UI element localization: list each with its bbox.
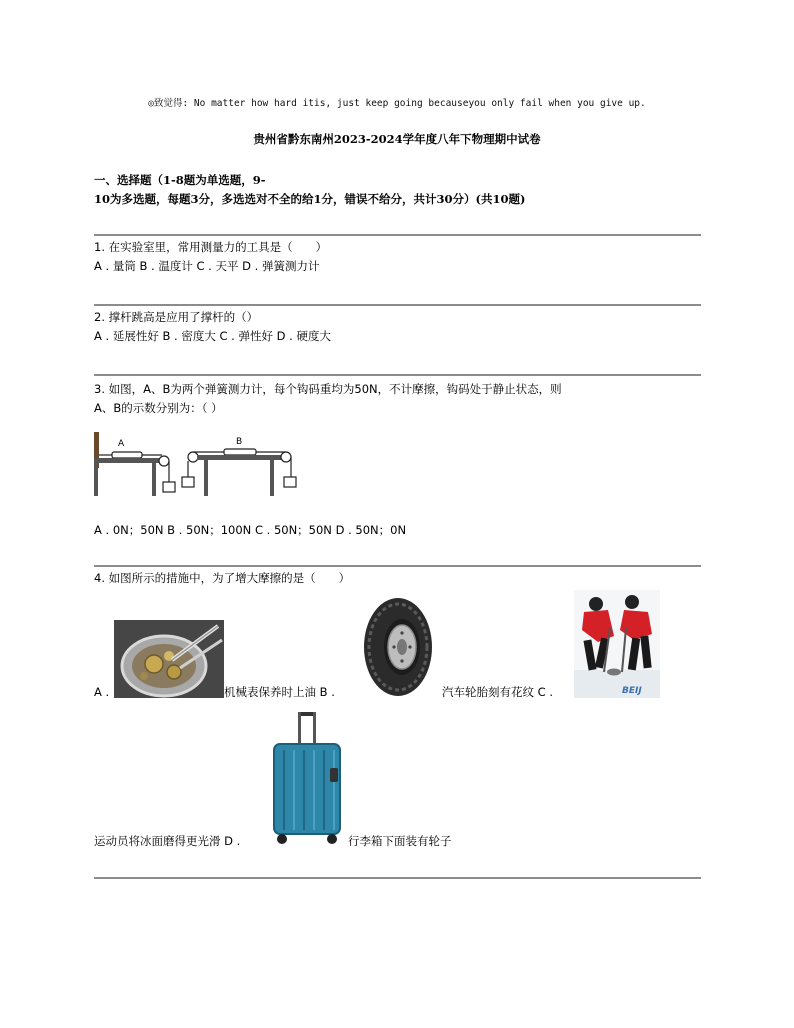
section-heading-line-1: 一、选择题（1-8题为单选题，9- [94, 173, 266, 187]
question-3-options-row [94, 521, 701, 540]
divider [94, 565, 701, 567]
question-2-options: A . 延展性好 B . 密度大 C . 弹性好 D . 硬度大 [94, 329, 331, 343]
question-1-stem: 1. 在实验室里，常用测量力的工具是（ ） [94, 240, 328, 254]
spring-scale-b [224, 449, 256, 455]
divider [94, 234, 701, 236]
divider [94, 374, 701, 376]
option-a-prefix: A . [94, 685, 110, 699]
question-2 [94, 308, 701, 346]
divider [94, 304, 701, 306]
option-d-text: 行李箱下面装有轮子 [348, 834, 452, 848]
option-b-text: 汽车轮胎刻有花纹 C . [442, 685, 553, 699]
label-b: B [236, 437, 243, 447]
table-top [197, 455, 283, 460]
curling-photo [574, 590, 660, 698]
question-1 [94, 238, 701, 276]
divider [94, 877, 701, 879]
question-3-stem-line-1: 3. 如图，A、B为两个弹簧测力计，每个钩码重均为50N，不计摩擦，钩码处于静止状态，则 [94, 382, 562, 396]
pulley [188, 452, 198, 462]
curling-logo-text: BEIJ [622, 686, 642, 696]
table-top [94, 458, 162, 463]
spring-scale-diagram [94, 430, 304, 500]
page-title: 贵州省黔东南州2023-2024学年度八年下物理期中试卷 [253, 132, 541, 146]
section-heading-line-2: 10为多选题，每题3分，多选选对不全的给1分，错误不给分，共计30分）(共10题) [94, 192, 526, 206]
weight [163, 482, 175, 492]
setup-a [94, 432, 175, 496]
question-1-options: A . 量筒 B . 温度计 C . 天平 D . 弹簧测力计 [94, 259, 320, 273]
question-2-stem: 2. 撑杆跳高是应用了撑杆的（） [94, 310, 259, 324]
motto-header: ◎致觉得: No matter how hard itis, just keep going becauseyou only fail when you give up. [148, 98, 646, 109]
section-heading [94, 171, 704, 209]
question-4 [94, 569, 701, 588]
pulley [281, 452, 291, 462]
option-a-text: 机械表保养时上油 B . [224, 685, 335, 699]
setup-b [182, 437, 296, 496]
question-3-options: A . 0N；50N B . 50N；100N C . 50N；50N D . 50N；0N [94, 523, 407, 537]
question-4-stem: 4. 如图所示的措施中，为了增大摩擦的是（ ） [94, 571, 351, 585]
weight [284, 477, 296, 487]
label-a: A [118, 439, 125, 449]
question-3-stem-line-2: A、B的示数分别为：（ ） [94, 401, 223, 415]
pulley [159, 456, 169, 466]
weight [182, 477, 194, 487]
suitcase-photo [270, 710, 344, 846]
tire-photo [362, 596, 434, 698]
question-3 [94, 380, 701, 418]
spring-scale-a [112, 452, 142, 458]
watch-oiling-photo [114, 620, 224, 698]
option-c-text: 运动员将冰面磨得更光滑 D . [94, 834, 241, 848]
